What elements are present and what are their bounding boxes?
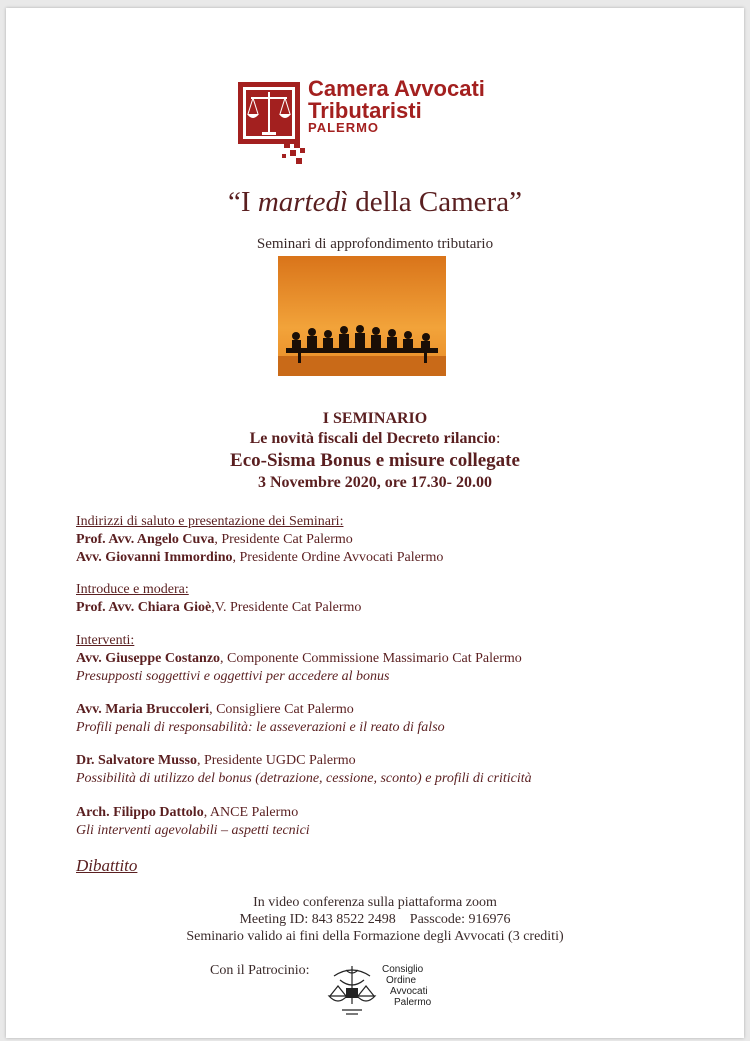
greetings-section (76, 513, 443, 567)
seminar-topic-text: Le novità fiscali del Decreto rilancio (249, 430, 496, 447)
eagle-scales-icon (324, 960, 380, 1018)
logo-text-line3: PALERMO (308, 120, 380, 135)
coa-line: Avvocati (390, 986, 428, 997)
camera-avvocati-logo (238, 76, 528, 168)
speaker-role: , Presidente UGDC Palermo (196, 753, 356, 768)
greeting-person (76, 549, 443, 567)
flyer-page (6, 8, 744, 1038)
speaker-topic: Profili penali di responsabilità: le asseverazioni e il reato di falso (76, 720, 445, 735)
speaker-name: Avv. Giuseppe Costanzo (76, 651, 221, 666)
footer-credits-line: Seminario valido ai fini della Formazione degli Avvocati (3 crediti) (186, 929, 564, 944)
coa-text (382, 964, 431, 1008)
footer-line-zoom: In video conferenza sulla piattaforma zoom (253, 895, 497, 910)
speaker-name: Avv. Maria Bruccoleri (76, 702, 210, 717)
coa-line: Consiglio (382, 964, 424, 975)
sunset-meeting-photo (278, 256, 446, 376)
speaker-role: , Componente Commissione Massimario Cat Palermo (220, 651, 522, 666)
coa-palermo-logo (324, 960, 434, 1018)
seminar-date: 3 Novembre 2020, ore 17.30- 20.00 (257, 474, 493, 491)
speaker-topic: Presupposti soggettivi e oggettivi per accedere al bonus (76, 669, 390, 684)
seminar-title: Eco-Sisma Bonus e misure collegate (230, 450, 520, 471)
meeting-id: Meeting ID: 843 8522 2498 (239, 912, 396, 927)
seminar-number: I SEMINARIO (322, 410, 428, 427)
greetings-label: Indirizzi di saluto e presentazione dei Seminari: (76, 514, 344, 529)
speaker-role: , ANCE Palermo (203, 805, 299, 820)
speaker-name: Dr. Salvatore Musso (76, 753, 197, 768)
scales-logo-icon (238, 76, 306, 168)
person-name: Prof. Avv. Chiara Gioè (76, 600, 212, 615)
speaker-line (76, 804, 310, 822)
logo-text-line1: Camera Avvocati (308, 76, 485, 101)
speaker-role: , Consigliere Cat Palermo (209, 702, 354, 717)
speaker-block (76, 804, 310, 840)
logo-text-line2: Tributaristi (308, 98, 422, 123)
person-name: Prof. Avv. Angelo Cuva (76, 532, 215, 547)
person-name: Avv. Giovanni Immordino (76, 550, 233, 565)
person-role: ,V. Presidente Cat Palermo (211, 600, 362, 615)
coa-line: Palermo (394, 997, 432, 1008)
speaker-line (76, 752, 532, 770)
speaker-topic: Gli interventi agevolabili – aspetti tecnici (76, 823, 310, 838)
speakers-section (76, 632, 522, 686)
seminar-topic-colon: : (495, 430, 501, 447)
page-subtitle: Seminari di approfondimento tributario (256, 236, 494, 252)
speaker-line (76, 701, 445, 719)
speakers-label: Interventi: (76, 633, 135, 648)
title-close: della Camera” (348, 186, 522, 218)
speaker-topic: Possibilità di utilizzo del bonus (detrazione, cessione, sconto) e profili di criticità (76, 771, 532, 786)
page-title (6, 186, 744, 219)
debate-label: Dibattito (76, 856, 138, 875)
person-role: , Presidente Cat Palermo (214, 532, 353, 547)
title-italic: martedì (257, 186, 349, 218)
greeting-person (76, 531, 443, 549)
passcode: Passcode: 916976 (409, 912, 511, 927)
footer-meeting-line (6, 911, 744, 928)
title-open: “I (228, 186, 258, 218)
moderator-label: Introduce e modera: (76, 582, 189, 597)
speaker-block (76, 701, 445, 737)
moderator-section (76, 581, 361, 617)
speaker-name: Arch. Filippo Dattolo (76, 805, 204, 820)
seminar-topic (6, 430, 744, 448)
speaker-line (76, 650, 522, 668)
patronage-label: Con il Patrocinio: (210, 963, 310, 978)
speaker-block (76, 752, 532, 788)
person-role: , Presidente Ordine Avvocati Palermo (232, 550, 444, 565)
coa-line: Ordine (386, 975, 417, 986)
moderator-person (76, 599, 361, 617)
